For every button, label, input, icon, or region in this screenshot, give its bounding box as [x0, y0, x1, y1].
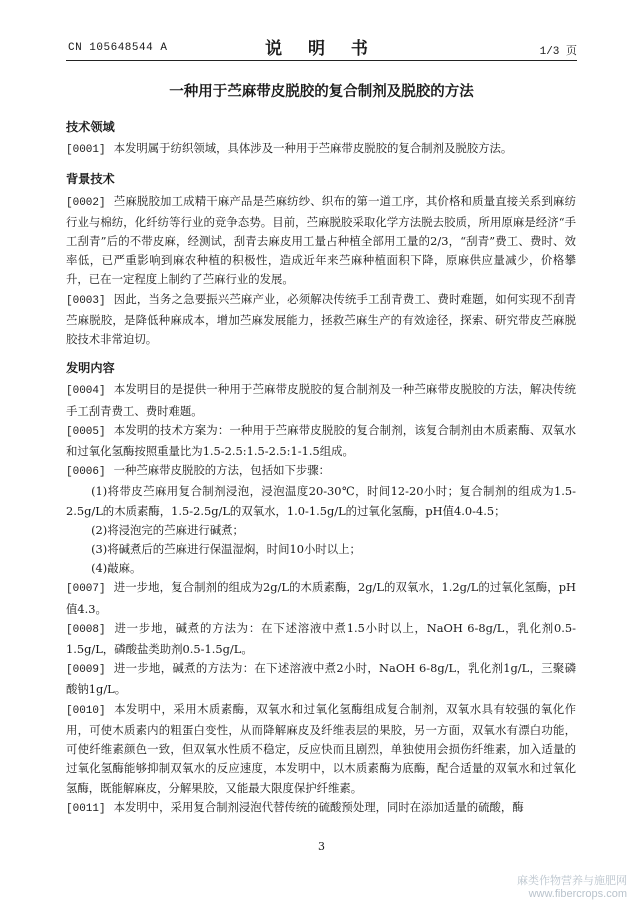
- page-number: 3: [318, 840, 325, 853]
- paragraph-number: [0008]: [66, 623, 106, 636]
- paragraph-number: [0010]: [66, 704, 106, 717]
- document-body: [66, 118, 576, 819]
- watermark-text: 麻类作物营养与施肥网: [517, 874, 627, 887]
- paragraph-text: 进一步地，碱煮的方法为：在下述溶液中煮2小时，NaOH 6-8g/L，乳化剂1g/L，三聚磷酸钠1g/L。: [66, 661, 576, 697]
- paragraph-number: [0007]: [66, 583, 106, 596]
- page-info: 1/3 页: [539, 46, 577, 58]
- paragraph-text: 本发明属于纺织领域，具体涉及一种用于苎麻带皮脱胶的复合制剂及脱胶方法。: [113, 141, 513, 156]
- paragraph-text: 本发明中，采用复合制剂浸泡代替传统的硫酸预处理，同时在添加适量的硫酸，酶: [113, 799, 524, 814]
- paragraph-0005: [66, 421, 576, 461]
- paragraph-0010: [66, 700, 576, 798]
- paragraph-0009: [66, 659, 576, 699]
- method-step-3: (3)将碱煮后的苎麻进行保温湿焖，时间10小时以上；: [91, 542, 361, 557]
- paragraph-text: 一种苎麻带皮脱胶的方法，包括如下步骤：: [113, 463, 331, 478]
- paragraph-0006: [66, 461, 576, 482]
- paragraph-text: 本发明的技术方案为：一种用于苎麻带皮脱胶的复合制剂，该复合制剂由木质素酶、双氧水和过氧化氢酶按照重量比为1.5-2.5:1.5-2.5:1-1.5组成。: [66, 422, 576, 459]
- paragraph-0002: [66, 192, 576, 290]
- paragraph-text: 因此，当务之急要振兴苎麻产业，必须解决传统手工刮青费工、费时难题，如何实现不刮青苎麻脱胶，是降低种麻成本，增加苎麻发展能力，拯救苎麻生产的有效途径，探索、研究带皮苎麻脱胶技术非常迫切。: [66, 291, 576, 347]
- paragraph-number: [0001]: [66, 144, 106, 157]
- section-heading: 背景技术: [66, 172, 115, 187]
- paragraph-text: 苎麻脱胶加工成精干麻产品是苎麻纺纱、织布的第一道工序，其价格和质量直接关系到麻纺行业与棉纺，化纤纺等行业的竞争态势。目前，苎麻脱胶采取化学方法脱去胶质，所用原麻是经济“手工刮青”后的不带皮麻，经测试，刮青去麻皮用工量占种植全部用工量的2/3，“刮青”费工、费时、效率低，已严重影响到麻农种植的积极性，造成近年来苎麻种植面积下降，原麻供应量减少，价格攀升，已在一定程度上制约了苎麻行业的发展。: [66, 193, 576, 287]
- method-step-2: (2)将浸泡完的苎麻进行碱煮；: [91, 522, 244, 537]
- paragraph-0003: [66, 290, 576, 350]
- paragraph-text: 本发明目的是提供一种用于苎麻带皮脱胶的复合制剂及一种苎麻带皮脱胶的方法，解决传统手工刮青费工、费时难题。: [66, 382, 576, 418]
- paragraph-0011: [66, 798, 576, 819]
- paragraph-text: 进一步地，碱煮的方法为：在下述溶液中煮1.5小时以上，NaOH 6-8g/L，乳化剂0.5-1.5g/L，磷酸盐类助剂0.5-1.5g/L。: [66, 620, 576, 657]
- header-rule: [66, 60, 577, 61]
- paragraph-0007: [66, 578, 576, 618]
- watermark-url: www.fibercrops.com: [528, 888, 627, 900]
- paragraph-number: [0002]: [66, 196, 106, 209]
- paragraph-number: [0005]: [66, 425, 106, 438]
- document-title: 一种用于苎麻带皮脱胶的复合制剂及脱胶的方法: [169, 83, 474, 100]
- doc-number: CN 105648544 A: [68, 42, 168, 54]
- paragraph-number: [0011]: [66, 802, 106, 815]
- paragraph-number: [0009]: [66, 664, 106, 677]
- method-step-1: (1)将带皮苎麻用复合制剂浸泡，浸泡温度20-30℃，时间12-20小时；复合制剂的组成为1.5-2.5g/L的木质素酶，1.5-2.5g/L的双氧水，1.0-1.5g/L的过氧化氢酶，pH值4.0-4.5；: [66, 484, 576, 518]
- paragraph-0004: [66, 380, 576, 420]
- section-heading: 技术领域: [66, 120, 115, 134]
- doc-type: 说 明 书: [265, 39, 378, 59]
- paragraph-text: 进一步地，复合制剂的组成为2g/L的木质素酶，2g/L的双氧水，1.2g/L的过氧化氢酶，pH值4.3。: [66, 580, 576, 616]
- paragraph-0001: [66, 139, 576, 160]
- section-heading: 发明内容: [66, 361, 115, 376]
- paragraph-number: [0003]: [66, 294, 106, 307]
- paragraph-number: [0004]: [66, 385, 106, 398]
- method-step-4: (4)敲麻。: [91, 561, 142, 576]
- paragraph-0008: [66, 619, 576, 659]
- paragraph-number: [0006]: [66, 466, 106, 479]
- paragraph-text: 本发明中，采用木质素酶，双氧水和过氧化氢酶组成复合制剂，双氧水具有较强的氧化作用，可使木质素内的粗蛋白变性，从而降解麻皮及纤维表层的果胶，另一方面，双氧水有漂白功能，可使纤维素颜色一致，但双氧水性质不稳定，反应快而且剧烈，单独使用会损伤纤维素，加入适量的过氧化氢酶能够抑制双氧水的反应速度，本发明中，以木质素酶为底酶，配合适量的双氧水和过氧化氢酶，既能解麻皮，分解果胶，又能最大限度保护纤维素。: [66, 701, 576, 795]
